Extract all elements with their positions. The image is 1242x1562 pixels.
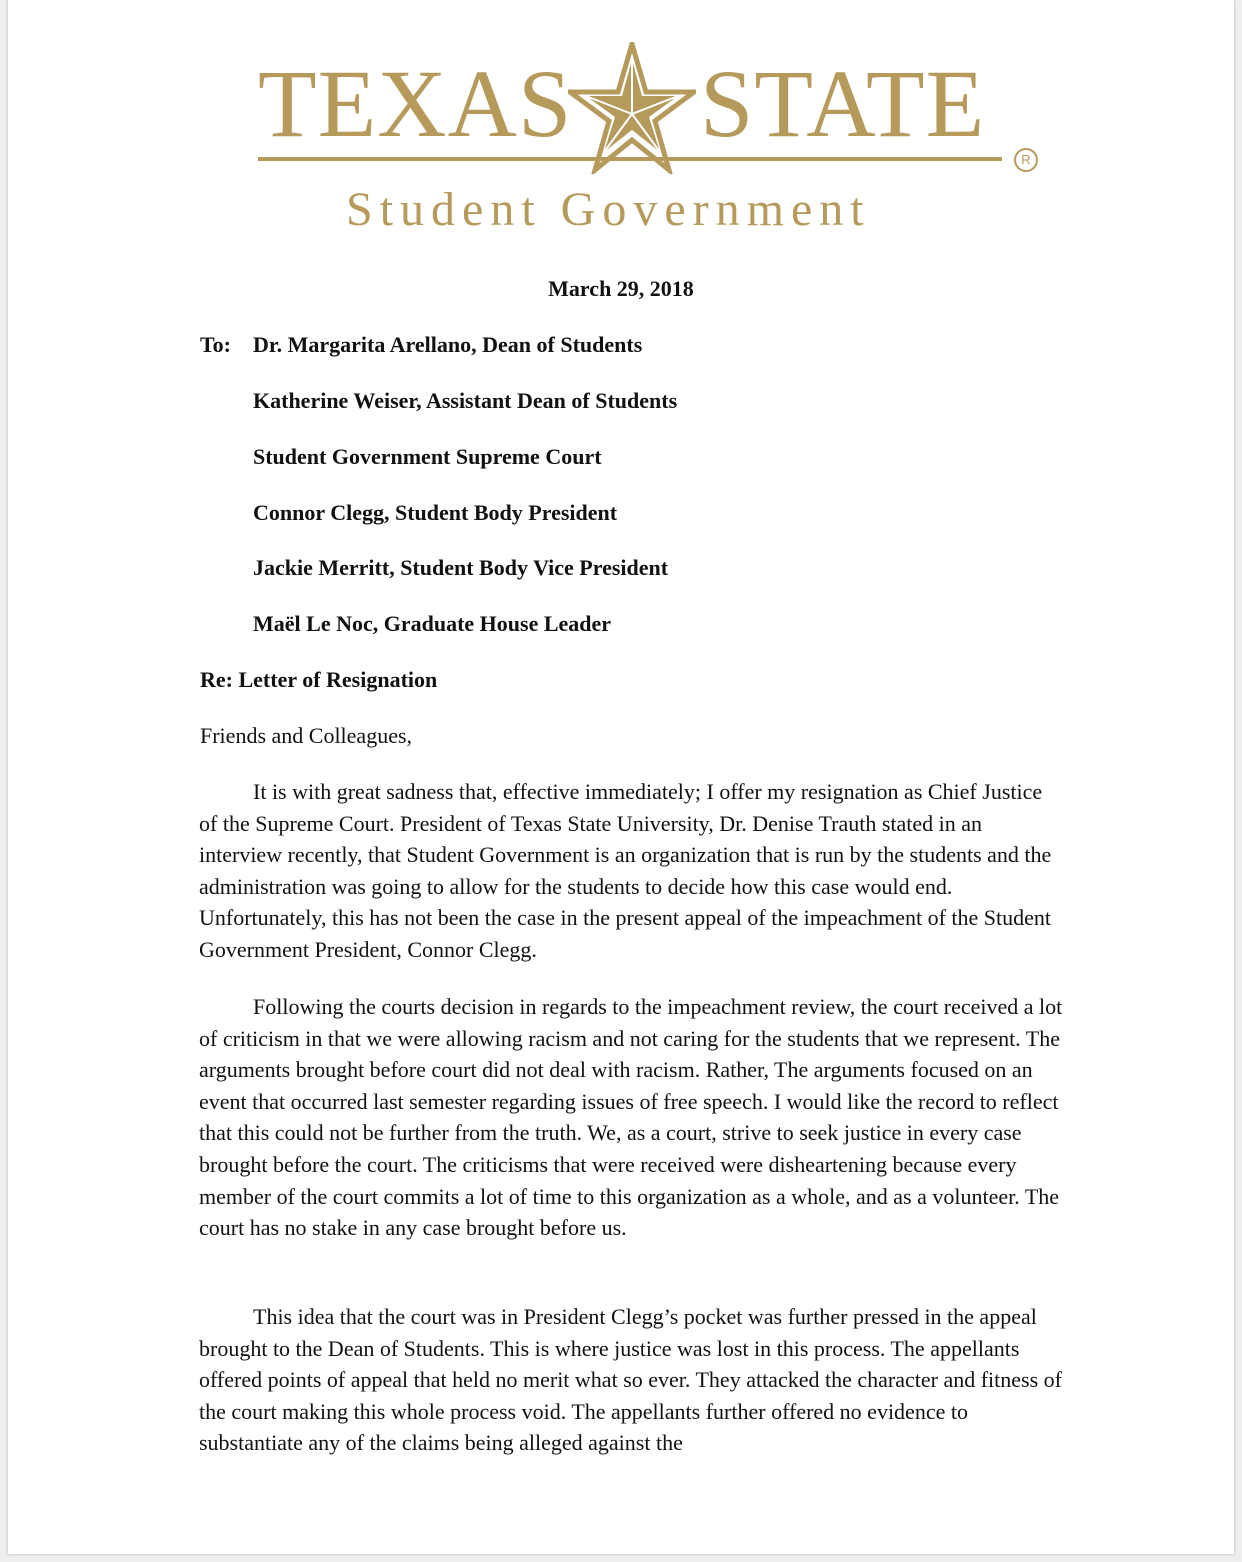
logo-word-state: STATE [700, 50, 986, 157]
lone-star-icon [568, 42, 696, 174]
subject-line: Re: Letter of Resignation [200, 667, 438, 692]
recipient-line: Dr. Margarita Arellano, Dean of Students [253, 332, 643, 357]
registered-mark-icon: R [1014, 148, 1038, 172]
body-paragraph: Following the courts decision in regards to the impeachment review, the court received a lot of criticism in that we were allowing racism and not caring for the students that we represent. The arguments brought before court did not deal with racism. Rather, The arguments focused on an event that occurred last semester regarding issues of free speech. I would like the record to reflect that this could not be further from the truth. We, as a court, strive to seek justice in every case brought before the court. The criticisms that were received were disheartening because every member of the court commits a lot of time to this organization as a whole, and as a volunteer. The court has no stake in any case brought before us. [199, 994, 1063, 1241]
recipient-line: Connor Clegg, Student Body President [253, 500, 618, 525]
recipient-line: Katherine Weiser, Assistant Dean of Students [253, 388, 678, 413]
logo-subtitle: Student Government [346, 183, 871, 236]
logo-word-texas: TEXAS [258, 50, 573, 157]
salutation: Friends and Colleagues, [200, 723, 413, 748]
recipient-line: Jackie Merritt, Student Body Vice President [253, 555, 669, 580]
texas-state-student-government-logo [250, 40, 1050, 240]
body-paragraph: It is with great sadness that, effective immediately; I offer my resignation as Chief Justice of the Supreme Court. President of Texas State University, Dr. Denise Trauth stated in an interview recently, that Student Government is an organization that is run by the students and the administration was going to allow for the students to decide how this case would end. Unfortunately, this has not been the case in the present appeal of the impeachment of the Student Government President, Connor Clegg. [199, 779, 1052, 962]
to-label: To: [200, 332, 231, 357]
recipient-line: Student Government Supreme Court [253, 444, 602, 469]
logo-divider [258, 157, 1002, 161]
letter-date: March 29, 2018 [548, 276, 694, 301]
body-paragraph: This idea that the court was in President Clegg’s pocket was further pressed in the appeal brought to the Dean of Students. This is where justice was lost in this process. The appellants offered points of appeal that held no merit what so ever. They attacked the character and fitness of the court making this whole process void. The appellants further offered no evidence to substantiate any of the claims being alleged against the [199, 1304, 1062, 1456]
recipient-line: Maël Le Noc, Graduate House Leader [253, 611, 612, 636]
